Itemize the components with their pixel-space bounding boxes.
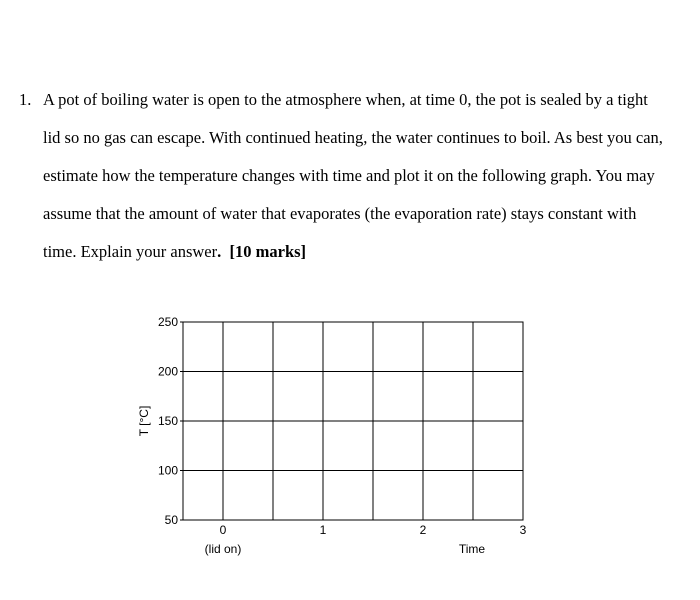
question-line-2: lid so no gas can escape. With continued heating, the water continues to boil. As best you can, [43,128,663,147]
x-tick-label-3: 3 [519,523,527,537]
y-tick-label-100: 100 [157,463,178,478]
x-tick-label-2: 2 [419,523,427,537]
question-line-4: assume that the amount of water that evaporates (the evaporation rate) stays constant with [43,204,637,223]
y-tick-label-50: 50 [164,513,178,527]
x-axis-label: Time [458,542,486,556]
y-tick-label-150: 150 [157,414,178,428]
x-tick-labels [220,523,527,537]
y-tick-label-200: 200 [157,364,178,379]
question-last-period: . [217,242,222,261]
question-line-3: estimate how the temperature changes with time and plot it on the following graph. You may [43,166,655,185]
y-tick-labels [158,315,178,527]
x-tick-label-1: 1 [319,523,327,537]
marks-label: [10 marks] [229,242,307,261]
question-number: 1. [19,90,32,109]
question-last-text: time. Explain your answer [43,242,218,261]
question-line-1: A pot of boiling water is open to the atmosphere when, at time 0, the pot is sealed by a tight [43,90,648,109]
x-tick-note: (lid on) [204,542,242,556]
y-axis-label: T [°C] [137,405,151,437]
y-tick-label-250: 250 [157,315,178,329]
x-tick-label-0: 0 [219,523,227,537]
horizontal-gridlines [180,322,523,520]
